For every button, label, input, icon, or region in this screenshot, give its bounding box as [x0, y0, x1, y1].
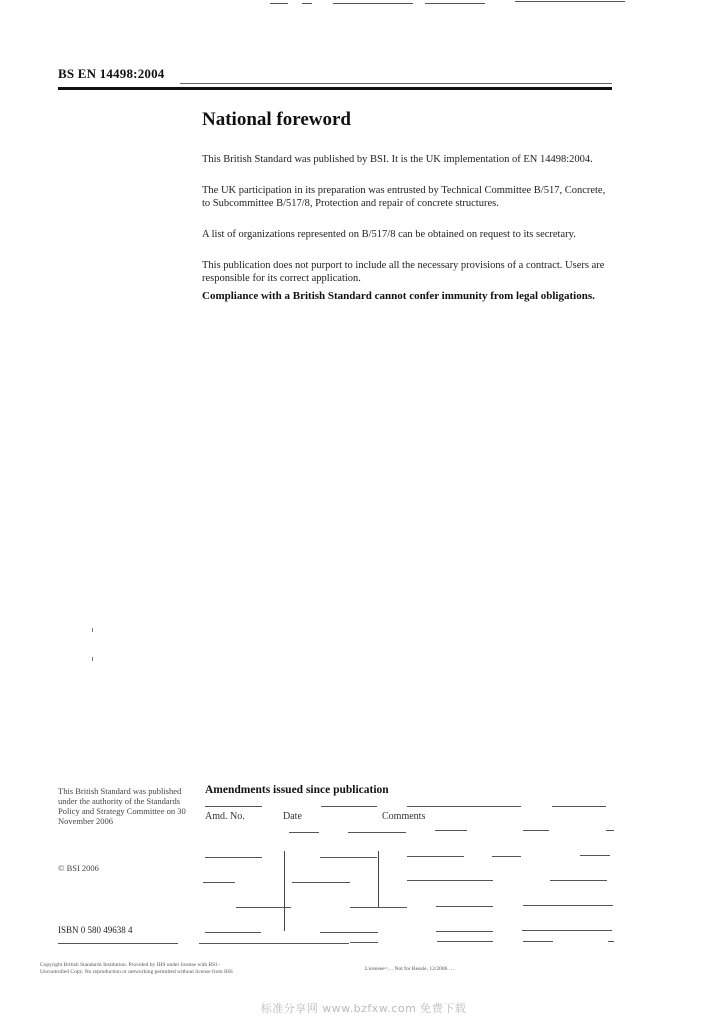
scan-mark	[92, 628, 93, 632]
document-code: BS EN 14498:2004	[58, 66, 165, 81]
footer-license-right: Licensee=… Not for Resale, 12/2006 …	[365, 966, 455, 972]
amendments-title: Amendments issued since publication	[205, 784, 389, 796]
watermark: 标准分享网 www.bzfxw.com 免费下载	[260, 1002, 467, 1015]
scan-mark	[92, 657, 93, 661]
copyright-notice: © BSI 2006	[58, 863, 99, 873]
foreword-paragraph-4: This publication does not purport to include all the necessary provisions of a contract. Users are responsible for its correct application.	[202, 260, 605, 284]
isbn-rule	[58, 943, 178, 944]
publisher-note: This British Standard was published under the authority of the Standards Policy and Strategy Committee on 30 November 2006	[58, 786, 186, 826]
header-rule-thin	[180, 83, 612, 84]
table-divider-comments	[378, 851, 379, 907]
foreword-paragraph-3: A list of organizations represented on B/517/8 can be obtained on request to its secretary.	[202, 229, 576, 240]
table-divider-date	[284, 851, 285, 931]
isbn: ISBN 0 580 49638 4	[58, 925, 133, 935]
column-header-comments: Comments	[382, 811, 426, 822]
header-rule-thick	[58, 87, 612, 90]
foreword-paragraph-1: This British Standard was published by BSI. It is the UK implementation of EN 14498:2004.	[202, 154, 593, 165]
footer-license-left: Copyright British Standards Institution. Provided by IHS under license with BSI - Uncontrolled Copy. No reproduction or networking permitted without license from IHS	[40, 962, 233, 975]
compliance-statement: Compliance with a British Standard cannot confer immunity from legal obligations.	[202, 290, 595, 302]
column-header-amd-no: Amd. No.	[205, 811, 245, 822]
foreword-paragraph-2: The UK participation in its preparation was entrusted by Technical Committee B/517, Concrete, to Subcommittee B/517/8, Protection and repair of concrete structures.	[202, 185, 606, 209]
page-title: National foreword	[202, 109, 351, 130]
column-header-date: Date	[283, 811, 302, 822]
